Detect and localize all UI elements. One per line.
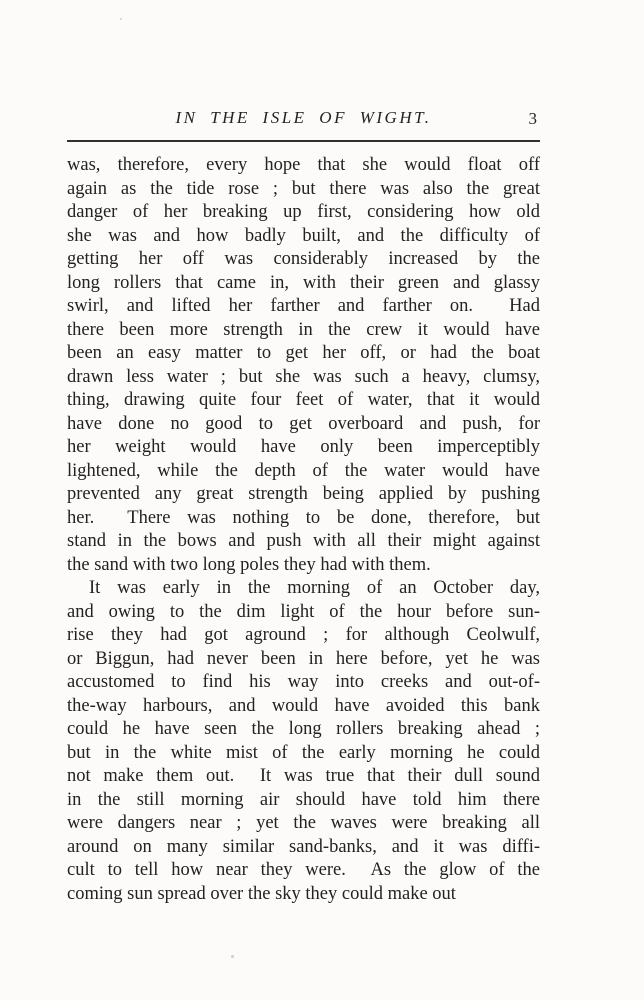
text-line: drawn less water ; but she was such a heavy, clumsy, bbox=[67, 366, 540, 387]
text-column bbox=[67, 106, 540, 906]
text-line: in the still morning air should have told him there bbox=[67, 789, 540, 810]
text-line: rise they had got aground ; for although Ceolwulf, bbox=[67, 625, 540, 645]
text-line: long rollers that came in, with their green and glassy bbox=[67, 272, 540, 293]
text-line: there been more strength in the crew it would have bbox=[67, 319, 540, 340]
text-line: stand in the bows and push with all their might against bbox=[67, 531, 540, 551]
running-title: IN THE ISLE OF WIGHT. bbox=[175, 108, 432, 127]
text-line: was, therefore, every hope that she would float off bbox=[67, 155, 540, 175]
page-number: 3 bbox=[528, 109, 537, 128]
text-line: her weight would have only been imperceptibly bbox=[67, 437, 540, 457]
text-line: cult to tell how near they were. As the glow of the bbox=[67, 860, 540, 880]
text-line: been an easy matter to get her off, or had the boat bbox=[67, 343, 540, 363]
text-line: have done no good to get overboard and push, for bbox=[67, 413, 540, 434]
text-line: the sand with two long poles they had with them. bbox=[67, 554, 431, 575]
text-line: and owing to the dim light of the hour before sun- bbox=[67, 601, 540, 622]
text-line: around on many similar sand-banks, and it was diffi- bbox=[67, 836, 540, 857]
running-head bbox=[67, 106, 540, 140]
text-line: swirl, and lifted her farther and farther on. Had bbox=[67, 296, 540, 316]
text-line: the-way harbours, and would have avoided this bank bbox=[67, 695, 540, 716]
text-line: accustomed to find his way into creeks and out-of- bbox=[67, 672, 540, 692]
text-line: she was and how badly built, and the difficulty of bbox=[67, 225, 540, 246]
text-line: again as the tide rose ; but there was also the great bbox=[67, 178, 540, 199]
paragraph bbox=[67, 154, 540, 577]
text-line: danger of her breaking up first, considering how old bbox=[67, 202, 540, 222]
text-line: or Biggun, had never been in here before, yet he was bbox=[67, 648, 540, 669]
text-line: prevented any great strength being applied by pushing bbox=[67, 484, 540, 504]
text-line: It was early in the morning of an October day, bbox=[89, 578, 540, 598]
text-line: not make them out. It was true that their dull sound bbox=[67, 766, 540, 786]
scan-speckle bbox=[231, 955, 234, 958]
header-rule bbox=[67, 140, 540, 142]
text-line: but in the white mist of the early morning he could bbox=[67, 742, 540, 763]
text-line: could he have seen the long rollers breaking ahead ; bbox=[67, 719, 540, 739]
body-text bbox=[67, 154, 540, 906]
text-line: coming sun spread over the sky they could make out bbox=[67, 883, 456, 904]
text-line: thing, drawing quite four feet of water, that it would bbox=[67, 390, 540, 410]
text-line: were dangers near ; yet the waves were breaking all bbox=[67, 813, 540, 833]
scan-speckle bbox=[120, 18, 122, 20]
text-line: her. There was nothing to be done, therefore, but bbox=[67, 507, 540, 528]
text-line: getting her off was considerably increased by the bbox=[67, 249, 540, 269]
paragraph bbox=[67, 577, 540, 906]
text-line: lightened, while the depth of the water would have bbox=[67, 460, 540, 481]
